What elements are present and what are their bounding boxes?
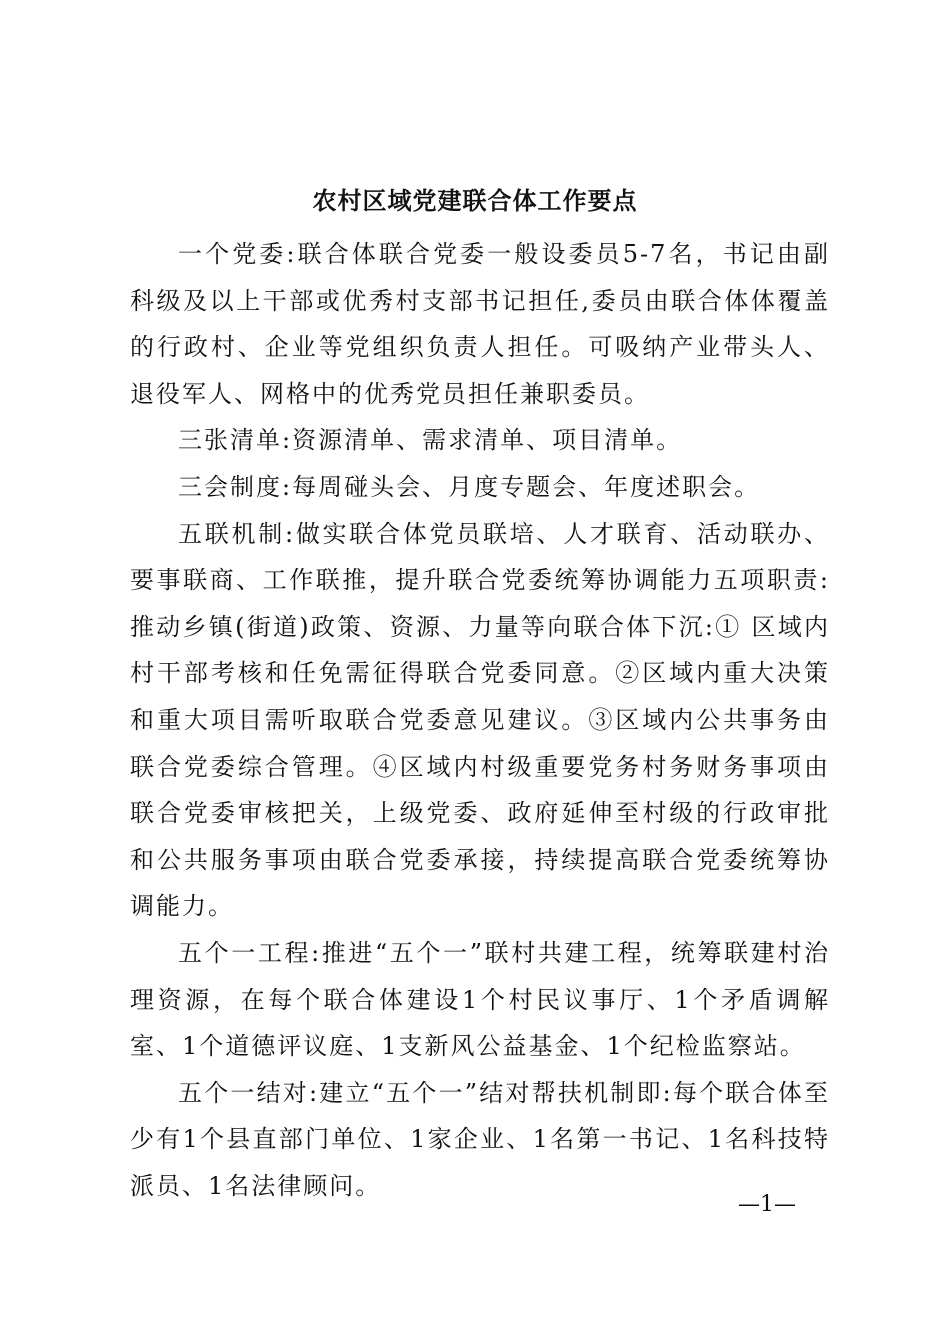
document-title: 农村区域党建联合体工作要点 [312,186,638,215]
paragraph-party-committee: 一个党委:联合体联合党委一般设委员5-7名，书记由副科级及以上干部或优秀村支部书记担任,委员由联合体体覆盖的行政村、企业等党组织负责人担任。可吸纳产业带头人、退役军人、网格中的优秀党员担任兼职委员。 [130,240,830,408]
paragraph-three-meetings: 三会制度:每周碰头会、月度专题会、年度述职会。 [178,472,761,501]
paragraph-five-ones-pairing: 五个一结对:建立“五个一”结对帮扶机制即:每个联合体至少有1个县直部门单位、1家企业、1名第一书记、1名科技特派员、1名法律顾问。 [130,1078,830,1200]
page-number: —1— [738,1192,796,1217]
document-body [130,231,830,1209]
paragraph-five-ones-project: 五个一工程:推进“五个一”联村共建工程，统筹联建村治理资源，在每个联合体建设1个村民议事厅、1个矛盾调解室、1个道德评议庭、1支新风公益基金、1个纪检监察站。 [130,938,830,1061]
paragraph-three-lists: 三张清单:资源清单、需求清单、项目清单。 [178,426,683,455]
paragraph-five-links: 五联机制:做实联合体党员联培、人才联育、活动联办、要事联商、工作联推，提升联合党委统筹协调能力五项职责:推动乡镇(街道)政策、资源、力量等向联合体下沉:① 区域内村干部考核和任免需征得联合党委同意。②区域内重大决策和重大项目需听取联合党委意见建议。③区域内公共事务由联合党委综合管理。④区域内村级重要党务村务财务事项由联合党委审核把关，上级党委、政府延伸至村级的行政审批和公共服务事项由联合党委承接，持续提高联合党委统筹协调能力。 [130,519,830,921]
